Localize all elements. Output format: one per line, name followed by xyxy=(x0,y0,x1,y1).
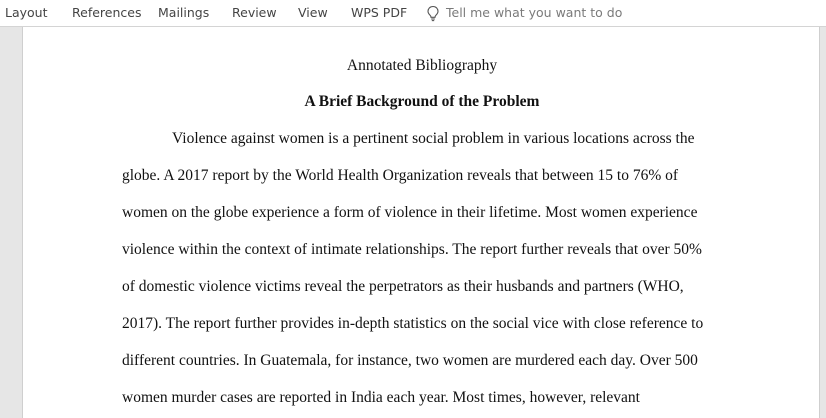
document-page[interactable] xyxy=(22,27,820,418)
paragraph-line: globe. A 2017 report by the World Health Organization reveals that between 15 to 76% of xyxy=(122,167,679,184)
paragraph-line: women murder cases are reported in India each year. Most times, however, relevant xyxy=(122,389,640,406)
tab-wps-pdf[interactable]: WPS PDF xyxy=(351,5,408,20)
ribbon-tab-bar xyxy=(0,0,826,27)
tab-mailings[interactable]: Mailings xyxy=(158,5,210,20)
paragraph-line: women on the globe experience a form of violence in their lifetime. Most women experience xyxy=(122,204,698,221)
document-heading: A Brief Background of the Problem xyxy=(304,93,540,110)
paragraph-line: 2017). The report further provides in-depth statistics on the social vice with close reference to xyxy=(122,315,704,332)
paragraph-line: violence within the context of intimate relationships. The report further reveals that over 50% xyxy=(122,241,702,258)
paragraph-line: different countries. In Guatemala, for instance, two women are murdered each day. Over 500 xyxy=(122,352,698,369)
document-title: Annotated Bibliography xyxy=(346,57,498,74)
tab-review[interactable]: Review xyxy=(232,5,277,20)
lightbulb-icon xyxy=(425,5,441,22)
paragraph-line: Violence against women is a pertinent social problem in various locations across the xyxy=(172,130,695,147)
tab-view[interactable]: View xyxy=(298,5,328,20)
paragraph-line: of domestic violence victims reveal the perpetrators as their husbands and partners (WHO, xyxy=(122,278,684,295)
tell-me-placeholder: Tell me what you want to do xyxy=(446,5,623,20)
tab-references[interactable]: References xyxy=(72,5,142,20)
tab-layout[interactable]: Layout xyxy=(5,5,48,20)
